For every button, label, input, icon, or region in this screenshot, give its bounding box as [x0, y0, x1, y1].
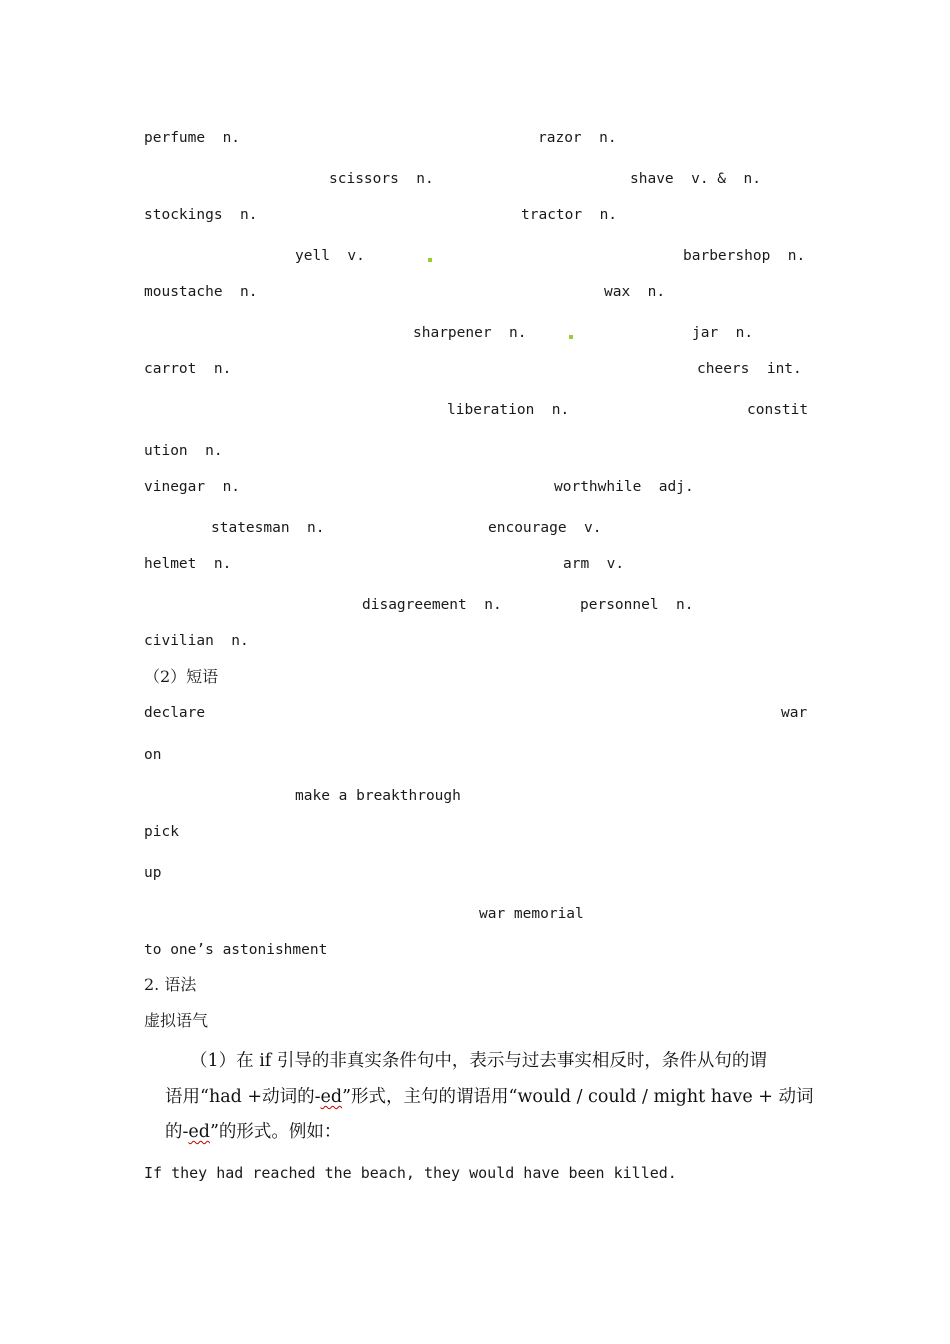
word-razor: razor n.: [538, 130, 617, 146]
word-cheers: cheers int.: [697, 361, 802, 377]
word-wax: wax n.: [604, 284, 666, 300]
word-perfume: perfume n.: [144, 130, 241, 146]
phrase-astonishment: to one’s astonishment: [144, 942, 328, 958]
rule-line-2: [165, 1085, 814, 1109]
word-moustache: moustache n.: [144, 284, 258, 300]
rule-line-2-a: 语用“had +动词的-: [165, 1087, 321, 1107]
rule-line-1: （1）在 if 引导的非真实条件句中，表示与过去事实相反时，条件从句的谓: [190, 1051, 767, 1071]
word-jar: jar n.: [692, 325, 754, 341]
word-constitution-part1: constit: [747, 402, 809, 418]
rule-line-3-a: 的-: [165, 1122, 189, 1142]
rule-line-3: [165, 1120, 341, 1144]
word-civilian: civilian n.: [144, 633, 249, 649]
example-sentence: If they had reached the beach, they would have been killed.: [144, 1164, 677, 1182]
word-vinegar: vinegar n.: [144, 479, 241, 495]
word-scissors: scissors n.: [329, 171, 434, 187]
phrase-on: on: [144, 747, 162, 763]
phrase-declare: declare: [144, 705, 206, 721]
spell-underline-ed: ed: [188, 1122, 210, 1142]
word-barbershop: barbershop n.: [683, 248, 806, 264]
rule-line-3-b: ”的形式。例如：: [209, 1122, 342, 1142]
phrase-war-memorial: war memorial: [479, 906, 584, 922]
word-sharpener: sharpener n.: [413, 325, 527, 341]
word-encourage: encourage v.: [488, 520, 602, 536]
phrase-pick: pick: [144, 824, 179, 840]
marker-dot: [428, 258, 432, 262]
word-shave: shave v. & n.: [630, 171, 761, 187]
grammar-topic: 虚拟语气: [144, 1011, 209, 1030]
word-tractor: tractor n.: [521, 207, 618, 223]
word-constitution-part2: ution n.: [144, 443, 223, 459]
word-disagreement: disagreement n.: [362, 597, 502, 613]
word-personnel: personnel n.: [580, 597, 694, 613]
phrases-heading: （2）短语: [144, 667, 219, 686]
word-statesman: statesman n.: [211, 520, 325, 536]
rule-line-2-b: ”形式，主句的谓语用“would / could / might have + 动词: [342, 1087, 814, 1107]
word-yell: yell v.: [295, 248, 365, 264]
phrase-war: war: [781, 705, 808, 721]
marker-dot: [569, 335, 573, 339]
word-helmet: helmet n.: [144, 556, 232, 572]
grammar-heading: 2. 语法: [144, 975, 197, 994]
word-carrot: carrot n.: [144, 361, 232, 377]
word-worthwhile: worthwhile adj.: [554, 479, 694, 495]
word-liberation: liberation n.: [447, 402, 570, 418]
word-stockings: stockings n.: [144, 207, 258, 223]
phrase-up: up: [144, 865, 162, 881]
phrase-make-breakthrough: make a breakthrough: [295, 788, 461, 804]
spell-underline-ed: ed: [320, 1087, 343, 1107]
word-arm: arm v.: [563, 556, 625, 572]
